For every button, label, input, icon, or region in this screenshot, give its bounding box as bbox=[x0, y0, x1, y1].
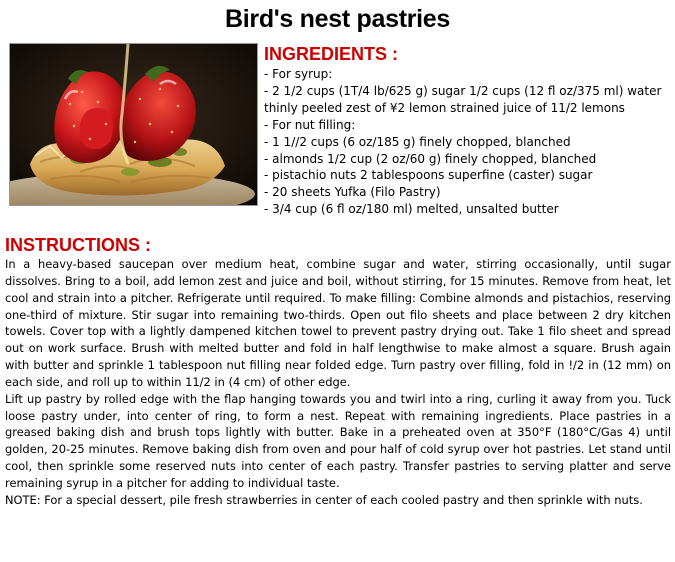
instructions-paragraph: Lift up pastry by rolled edge with the flap hanging towards you and twirl into a ring, curling it away from you. Tuck loose pastry under, into center of ring, to form a nest. Repeat with remaining ingredients. Place pastries in a greased baking dish and brush tops lightly with butter. Bake in a preheated oven at 350°F (180°C/Gas 4) until golden, 20-25 minutes. Remove baking dish from oven and pour half of cold syrup over hot pastries. Let stand until cool, then sprinkle some reserved nuts into center of each pastry. Transfer pastries to serving platter and serve remaining syrup in a pitcher for adding to individual taste. bbox=[5, 391, 671, 490]
instructions-heading: INSTRUCTIONS : bbox=[5, 235, 151, 255]
instructions-paragraph: In a heavy-based saucepan over medium heat, combine sugar and water, stirring occasionally, until sugar dissolves. Bring to a boil, add lemon zest and juice and boil, without stirring, for 15 minutes. Remove from heat, let cool and strain into a pitcher. Refrigerate until required. To make filling: Combine almonds and pistachios, reserving one-third of mixture. Stir sugar into remaining two-thirds. Open out filo sheets and place between 2 dry kitchen towels. Cover top with a lightly dampened kitchen towel to prevent pastry drying out. Take 1 filo sheet and spread out on work surface. Brush with melted butter and fold in half lengthwise to make almost a square. Brush again with butter and sprinkle 1 tablespoon nut filling near folded edge. Turn pastry over filling, fold in !/2 in (12 mm) on each side, and roll up to within 11/2 in (4 cm) of other edge. bbox=[5, 257, 671, 389]
ingredient-line: - For nut filling: bbox=[264, 117, 356, 132]
instructions-body bbox=[5, 256, 671, 509]
ingredient-line: - almonds 1/2 cup (2 oz/60 g) finely chopped, blanched bbox=[264, 151, 597, 166]
instructions-note: NOTE: For a special dessert, pile fresh strawberries in center of each cooled pastry and then sprinkle with nuts. bbox=[5, 492, 643, 507]
ingredient-line: - 3/4 cup (6 fl oz/180 ml) melted, unsalted butter bbox=[264, 202, 559, 217]
ingredient-line: - 1 1//2 cups (6 oz/185 g) finely chopped, blanched bbox=[264, 134, 571, 149]
ingredient-line: - 2 1/2 cups (1T/4 lb/625 g) sugar 1/2 cups (12 fl oz/375 ml) water thinly peeled zest of ¥2 lemon strained juice of 11/2 lemons bbox=[264, 83, 662, 115]
ingredients-heading: INGREDIENTS : bbox=[264, 44, 399, 64]
strawberry-pastry-photo bbox=[9, 43, 258, 206]
ingredient-line: - 20 sheets Yufka (Filo Pastry) bbox=[264, 185, 441, 200]
ingredients-list bbox=[264, 66, 664, 218]
page-title: Bird's nest pastries bbox=[224, 5, 451, 33]
ingredient-line: - pistachio nuts 2 tablespoons superfine (caster) sugar bbox=[264, 168, 593, 183]
ingredient-line: - For syrup: bbox=[264, 67, 333, 81]
